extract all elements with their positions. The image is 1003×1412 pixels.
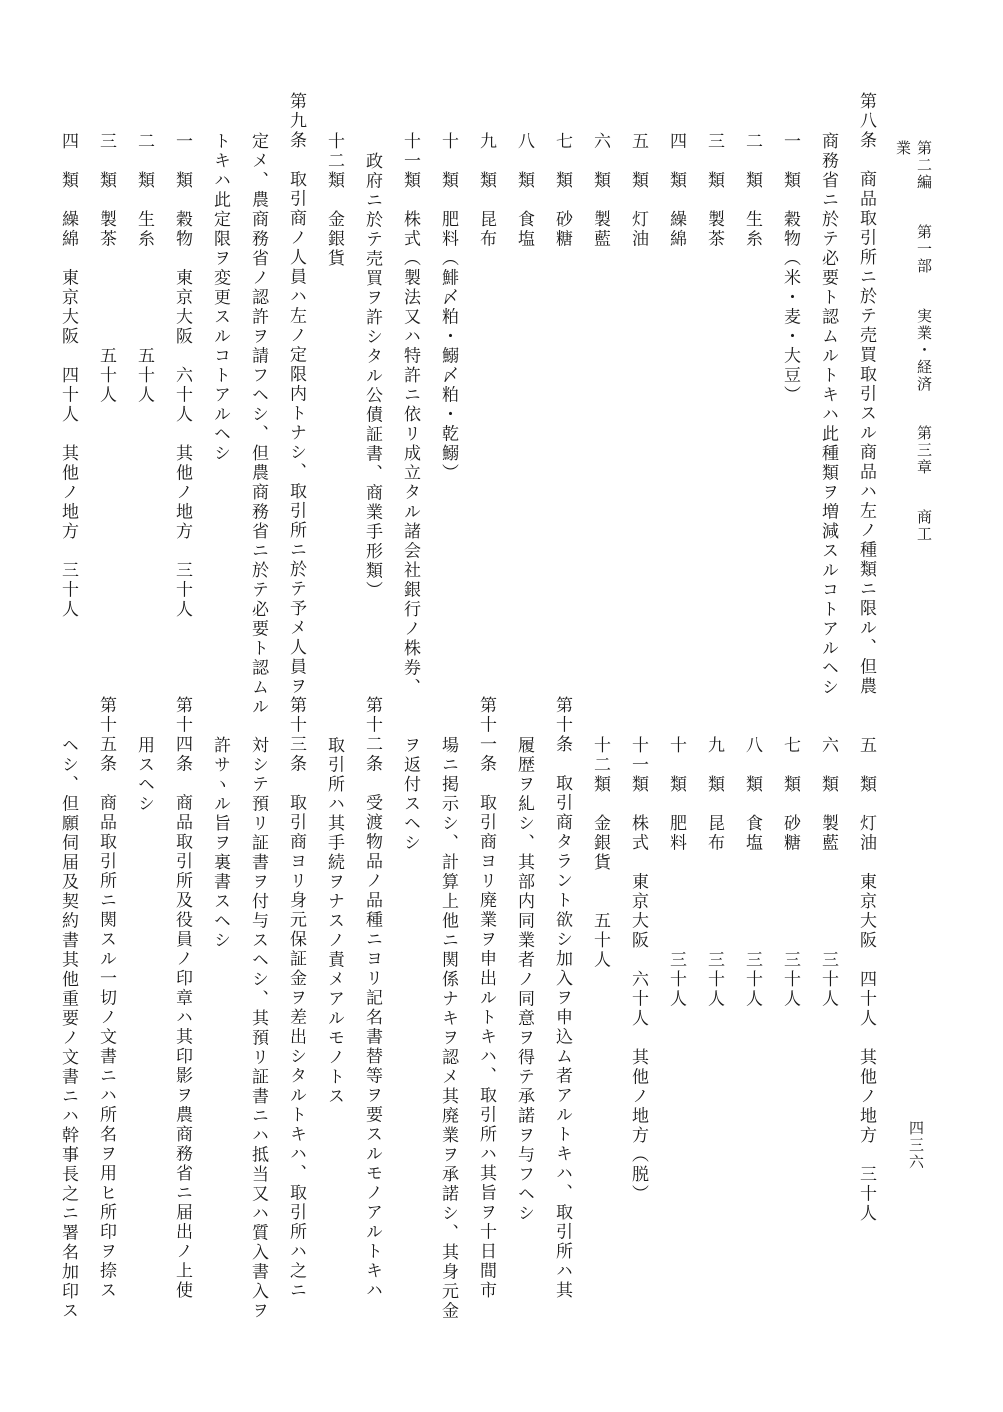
lower-text-line: ヘシ、但願伺届及契約書其他重要ノ文書ニハ幹事長之ニ署名加印ス xyxy=(58,736,78,1321)
upper-text-line: 十一類 株式（製法又ハ特許ニ依リ成立タル諸会社銀行ノ株券、 xyxy=(400,132,420,698)
upper-text-line: 十 類 肥料（鯡〆粕・鰯〆粕・乾鰯） xyxy=(438,132,458,483)
upper-text-line: 三 類 製茶 五十人 xyxy=(96,132,116,405)
lower-text-line: 六 類 製藍 三十人 xyxy=(818,736,838,1009)
running-header xyxy=(894,140,935,560)
upper-text-line: トキハ此定限ヲ変更スルコトアルヘシ xyxy=(210,132,230,464)
upper-text-line: 二 類 生糸 五十人 xyxy=(134,132,154,405)
lower-text-line: 対シテ預リ証書ヲ付与スヘシ、其預リ証書ニハ抵当又ハ質入書入ヲ xyxy=(248,736,268,1321)
lower-text-line: 十 類 肥料 三十人 xyxy=(666,736,686,1009)
upper-text-line: 定メ、農商務省ノ認許ヲ請フヘシ、但農商務省ニ於テ必要ト認ムル xyxy=(248,132,268,717)
upper-text-line: 政府ニ於テ売買ヲ許シタル公債証書、商業手形類） xyxy=(362,152,382,601)
lower-text-line: 履歴ヲ糺シ、其部内同業者ノ同意ヲ得テ承諾ヲ与フヘシ xyxy=(514,736,534,1224)
upper-text-line: 四 類 繰綿 xyxy=(666,132,686,249)
lower-text-line: 許サヽル旨ヲ裏書スヘシ xyxy=(210,736,230,951)
lower-text-line: 第十二条 受渡物品ノ品種ニヨリ記名書替等ヲ要スルモノアルトキハ xyxy=(362,696,382,1301)
header-chapter: 第三章 xyxy=(915,425,933,477)
header-section: 第一部 xyxy=(915,223,933,275)
lower-text-line: 九 類 昆布 三十人 xyxy=(704,736,724,1009)
upper-text-line: 八 類 食塩 xyxy=(514,132,534,249)
lower-text-line: 十一類 株式 東京大阪 六十人 其他ノ地方（脱） xyxy=(628,736,648,1204)
lower-text-line: 第十五条 商品取引所ニ関スル一切ノ文書ニハ所名ヲ用ヒ所印ヲ捺ス xyxy=(96,696,116,1301)
page-number: 四三六 xyxy=(907,1120,925,1171)
lower-text-line: 用スヘシ xyxy=(134,736,154,814)
lower-text-block xyxy=(49,696,885,1336)
upper-text-block xyxy=(49,92,885,717)
lower-text-line: 七 類 砂糖 三十人 xyxy=(780,736,800,1009)
lower-text-line: 取引所ハ其手続ヲナスノ責メアルモノトス xyxy=(324,736,344,1107)
upper-text-line: 一 類 穀物（米・麦・大豆） xyxy=(780,132,800,405)
lower-text-line: 五 類 灯油 東京大阪 四十人 其他ノ地方 三十人 xyxy=(856,736,876,1224)
upper-text-line: 第八条 商品取引所ニ於テ売買取引スル商品ハ左ノ種類ニ限ル、但農 xyxy=(856,92,876,697)
lower-text-line: 八 類 食塩 三十人 xyxy=(742,736,762,1009)
upper-text-line: 一 類 穀物 東京大阪 六十人 其他ノ地方 三十人 xyxy=(172,132,192,620)
lower-text-line: 第十三条 取引商ヨリ身元保証金ヲ差出シタルトキハ、取引所ハ之ニ xyxy=(286,696,306,1301)
upper-text-line: 五 類 灯油 xyxy=(628,132,648,249)
upper-text-line: 七 類 砂糖 xyxy=(552,132,572,249)
header-part: 第二編 xyxy=(915,140,933,191)
upper-text-line: 四 類 繰綿 東京大阪 四十人 其他ノ地方 三十人 xyxy=(58,132,78,620)
upper-text-line: 十二類 金銀貨 xyxy=(324,132,344,269)
lower-text-line: 場ニ掲示シ、計算上他ニ関係ナキヲ認メ其廃業ヲ承諾シ、其身元金 xyxy=(438,736,458,1321)
header-subject: 商工業 xyxy=(894,140,933,544)
upper-text-line: 商務省ニ於テ必要ト認ムルトキハ此種類ヲ増減スルコトアルヘシ xyxy=(818,132,838,698)
lower-text-line: 第十一条 取引商ヨリ廃業ヲ申出ルトキハ、取引所ハ其旨ヲ十日間市 xyxy=(476,696,496,1301)
lower-text-line: ヲ返付スヘシ xyxy=(400,736,420,853)
upper-text-line: 三 類 製茶 xyxy=(704,132,724,249)
upper-text-line: 第九条 取引商ノ人員ハ左ノ定限内トナシ、取引所ニ於テ予メ人員ヲ xyxy=(286,92,306,697)
lower-text-line: 第十四条 商品取引所及役員ノ印章ハ其印影ヲ農商務省ニ届出ノ上使 xyxy=(172,696,192,1301)
upper-text-line: 二 類 生糸 xyxy=(742,132,762,249)
lower-text-line: 十二類 金銀貨 五十人 xyxy=(590,736,610,970)
upper-text-line: 九 類 昆布 xyxy=(476,132,496,249)
lower-text-line: 第十条 取引商タラント欲シ加入ヲ申込ム者アルトキハ、取引所ハ其 xyxy=(552,696,572,1301)
header-category: 実業・経済 xyxy=(915,307,933,393)
upper-text-line: 六 類 製藍 xyxy=(590,132,610,249)
